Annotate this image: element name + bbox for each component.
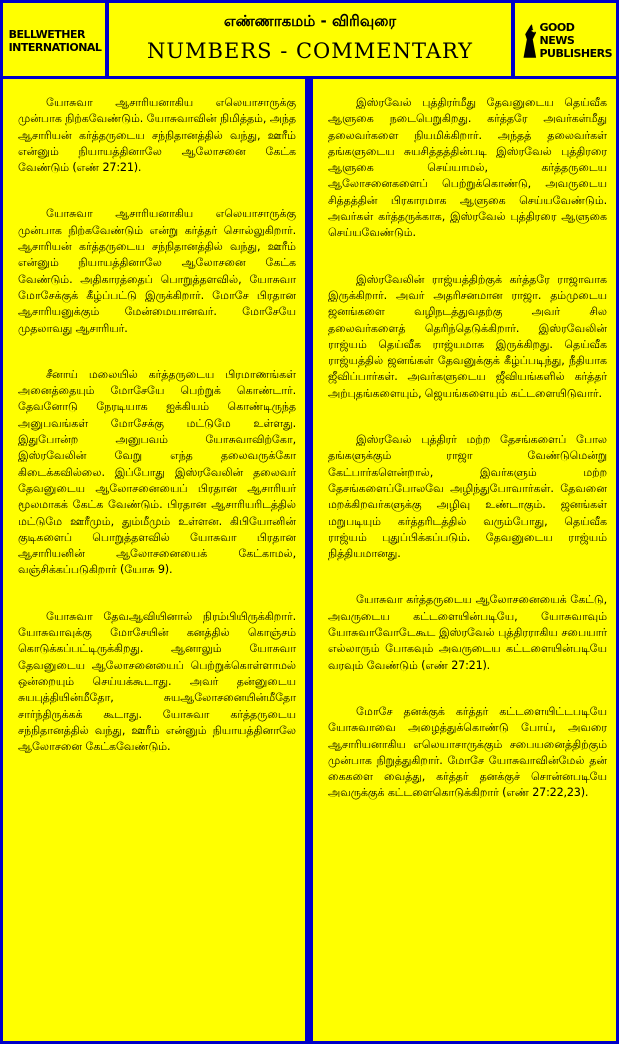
left-logo-line2: INTERNATIONAL xyxy=(8,40,102,54)
right-logo-line1: GOOD NEWS xyxy=(539,21,575,47)
good-news-logo xyxy=(521,11,612,70)
left-paragraph-3: சீனாய் மலையில் கர்த்தருடைய பிரமாணங்கள் அனைத்தையும் மோசேயே பெற்றுக் கொண்டார். தேவனோடு நேரடியாக ஐக்கியம் கொண்டிருந்த அனுபவங்கள் மோசேக்கு மட்டுமே உள்ளது. இதுபோன்ற அனுபவம் யோசுவாவிற்கோ, இஸ்ரவேலின் வேறு எந்த தலைவருக்கோ கிடைக்கவில்லை. இப்போது இஸ்ரவேலின் தலைவர் தேவனுடைய ஆலோசனையைப் பிரதான ஆசாரியர் மூலமாகக் கேட்க வேண்டும். பிரதான ஆசாரியரிடத்தில் மட்டுமே ஊரீமும், தும்மீமும் உள்ளன. கிபியோனின் குடிகளைப் பொறுத்தளவில் யோசுவா பிரதான ஆசாரியனின் ஆலோசனையைக் கேட்காமல், வஞ்சிக்கப்படுகிறார் (யோசு 9). xyxy=(18,367,296,577)
right-paragraph-1: இஸ்ரவேல் புத்திரர்மீது தேவனுடைய தெய்வீக ஆளுகை நடைபெறுகிறது. கர்த்தரே அவர்கள்மீது தலைவர்களை நியமிக்கிறார். அந்தத் தலைவர்கள் தங்களுடைய சுயசித்தத்தின்படி இஸ்ரவேல் புத்திரரை ஆளுகை செய்யாமல், கர்த்தருடைய ஆலோசனைகளைப் பெற்றுக்கொண்டு, அவருடைய சித்தத்தின் பிரகாரமாக ஆளுகை செய்யவேண்டும். அவர்கள் கர்த்தருக்காக, இஸ்ரவேல் புத்திரரை ஆளுகை செய்யவேண்டும். xyxy=(328,96,607,240)
left-logo-box xyxy=(3,3,105,76)
right-paragraph-3: இஸ்ரவேல் புத்திரர் மற்ற தேசங்களைப் போல தங்களுக்கும் ராஜா வேண்டுமென்று கேட்பார்களென்றால், இவர்களும் மற்ற தேசங்களைப்போலவே அழிந்துபோவார்கள். தேவனை மறக்கிறவர்களுக்கு அழிவு உண்டாகும். ஜனங்கள் மறுபடியும் கர்த்தரிடத்தில் வரும்போது, தெய்வீக ராஜ்யம் புதுப்பிக்கப்படும். தேவனுடைய ராஜ்யம் நித்தியமானது. xyxy=(328,433,607,561)
left-paragraph-1: யோசுவா ஆசாரியனாகிய எலெயாசாருக்கு முன்பாக நிற்கவேண்டும். யோசுவாவின் நிமித்தம், அந்த ஆசாரியன் கர்த்தருடைய சந்நிதானத்தில் வந்து, ஊரீம் என்னும் நியாயத்தினாலே ஆலோசனை கேட்க வேண்டும் (எண் 27:21). xyxy=(18,96,296,175)
left-paragraph-4: யோசுவா தேவஆவியினால் நிரம்பியிருக்கிறார். யோசுவாவுக்கு மோசேயின் கனத்தில் கொஞ்சம் கொடுக்கப்பட்டிருக்கிறது. ஆனாலும் யோசுவா தேவனுடைய ஆலோசனையைப் பெற்றுக்கொள்ளாமல் ஒன்றையும் செய்யக்கூடாது. அவர் தன்னுடைய சுயபுத்தியின்மீதோ, சுயஆலோசனையின்மீதோ சார்ந்திருக்கக் கூடாது. யோசுவா கர்த்தருடைய சந்நிதானத்தில் வந்து, ஊரீம் என்னும் நியாயத்தினாலே ஆலோசனை கேட்கவேண்டும். xyxy=(18,609,296,754)
title-english: NUMBERS - COMMENTARY xyxy=(146,39,474,63)
bellwether-logo xyxy=(9,11,101,70)
title-box xyxy=(109,3,511,76)
title-tamil: எண்ணாகமம் - விரிவுரை xyxy=(223,12,397,30)
left-logo-line1: BELLWETHER xyxy=(8,27,85,41)
right-logo-box xyxy=(515,3,616,76)
right-paragraph-4: யோசுவா கர்த்தருடைய ஆலோசனையைக் கேட்டு, அவருடைய கட்டளையின்படியே, யோசுவாவும் யோசுவாவோடேகூட இஸ்ரவேல் புத்திரராகிய சபையார் எல்லாரும் போகவும் அவருடைய கட்டளையின்படியே வரவும் வேண்டும் (எண் 27:21). xyxy=(328,593,607,672)
left-column xyxy=(3,79,305,1041)
header xyxy=(3,3,616,76)
right-logo-line2: PUBLISHERS xyxy=(539,47,612,60)
left-paragraph-2: யோசுவா ஆசாரியனாகிய எலெயாசாருக்கு முன்பாக நிற்கவேண்டும் என்று கர்த்தர் சொல்லுகிறார். ஆசாரியன் கர்த்தருடைய சந்நிதானத்தில் வந்து, ஊரீம் என்னும் நியாயத்தினாலே ஆலோசனை கேட்க வேண்டும். அதிகாரத்தைப் பொறுத்தளவில், யோசுவா மோசேக்குக் கீழ்ப்பட்டு இருக்கிறார். மோசே பிரதான ஆசாரியனுக்கும் மேன்மையானவர். மோசேயே முதலாவது ஆசாரியர். xyxy=(18,207,296,335)
good-news-emblem-icon xyxy=(521,19,539,63)
right-column xyxy=(313,79,616,1041)
right-paragraph-2: இஸ்ரவேலின் ராஜ்யத்திற்குக் கர்த்தரே ராஜாவாக இருக்கிறார். அவர் அதரிசனமான ராஜா. தம்முடைய ஜனங்களை வழிநடத்துவதற்கு அவர் சில தலைவர்களைத் தெரிந்தெடுக்கிறார். இஸ்ரவேலின் ராஜ்யம் தெய்வீக ராஜ்யமாக இருக்கிறது. தெய்வீக ராஜ்யத்தில் ஜனங்கள் தேவனுக்குக் கீழ்ப்படிந்து, நீதியாக ஜீவிப்பார்கள். அவர்களுடைய ஜீவியங்களில் கர்த்தர் அற்புதங்களையும், ஜெயங்களையும் கட்டளையிடுவார். xyxy=(328,272,607,400)
right-paragraph-5: மோசே தனக்குக் கர்த்தர் கட்டளையிட்டபடியே யோசுவாவை அழைத்துக்கொண்டு போய், அவரை ஆசாரியனாகிய எலெயாசாருக்கும் சபையனைத்திற்கும் முன்பாக நிறுத்துகிறார். மோசே யோசுவாவின்மேல் தன் கைகளை வைத்து, கர்த்தர் தனக்குச் சொன்னபடியே அவருக்குக் கட்டளைகொடுக்கிறார் (எண் 27:22,23). xyxy=(328,704,607,800)
